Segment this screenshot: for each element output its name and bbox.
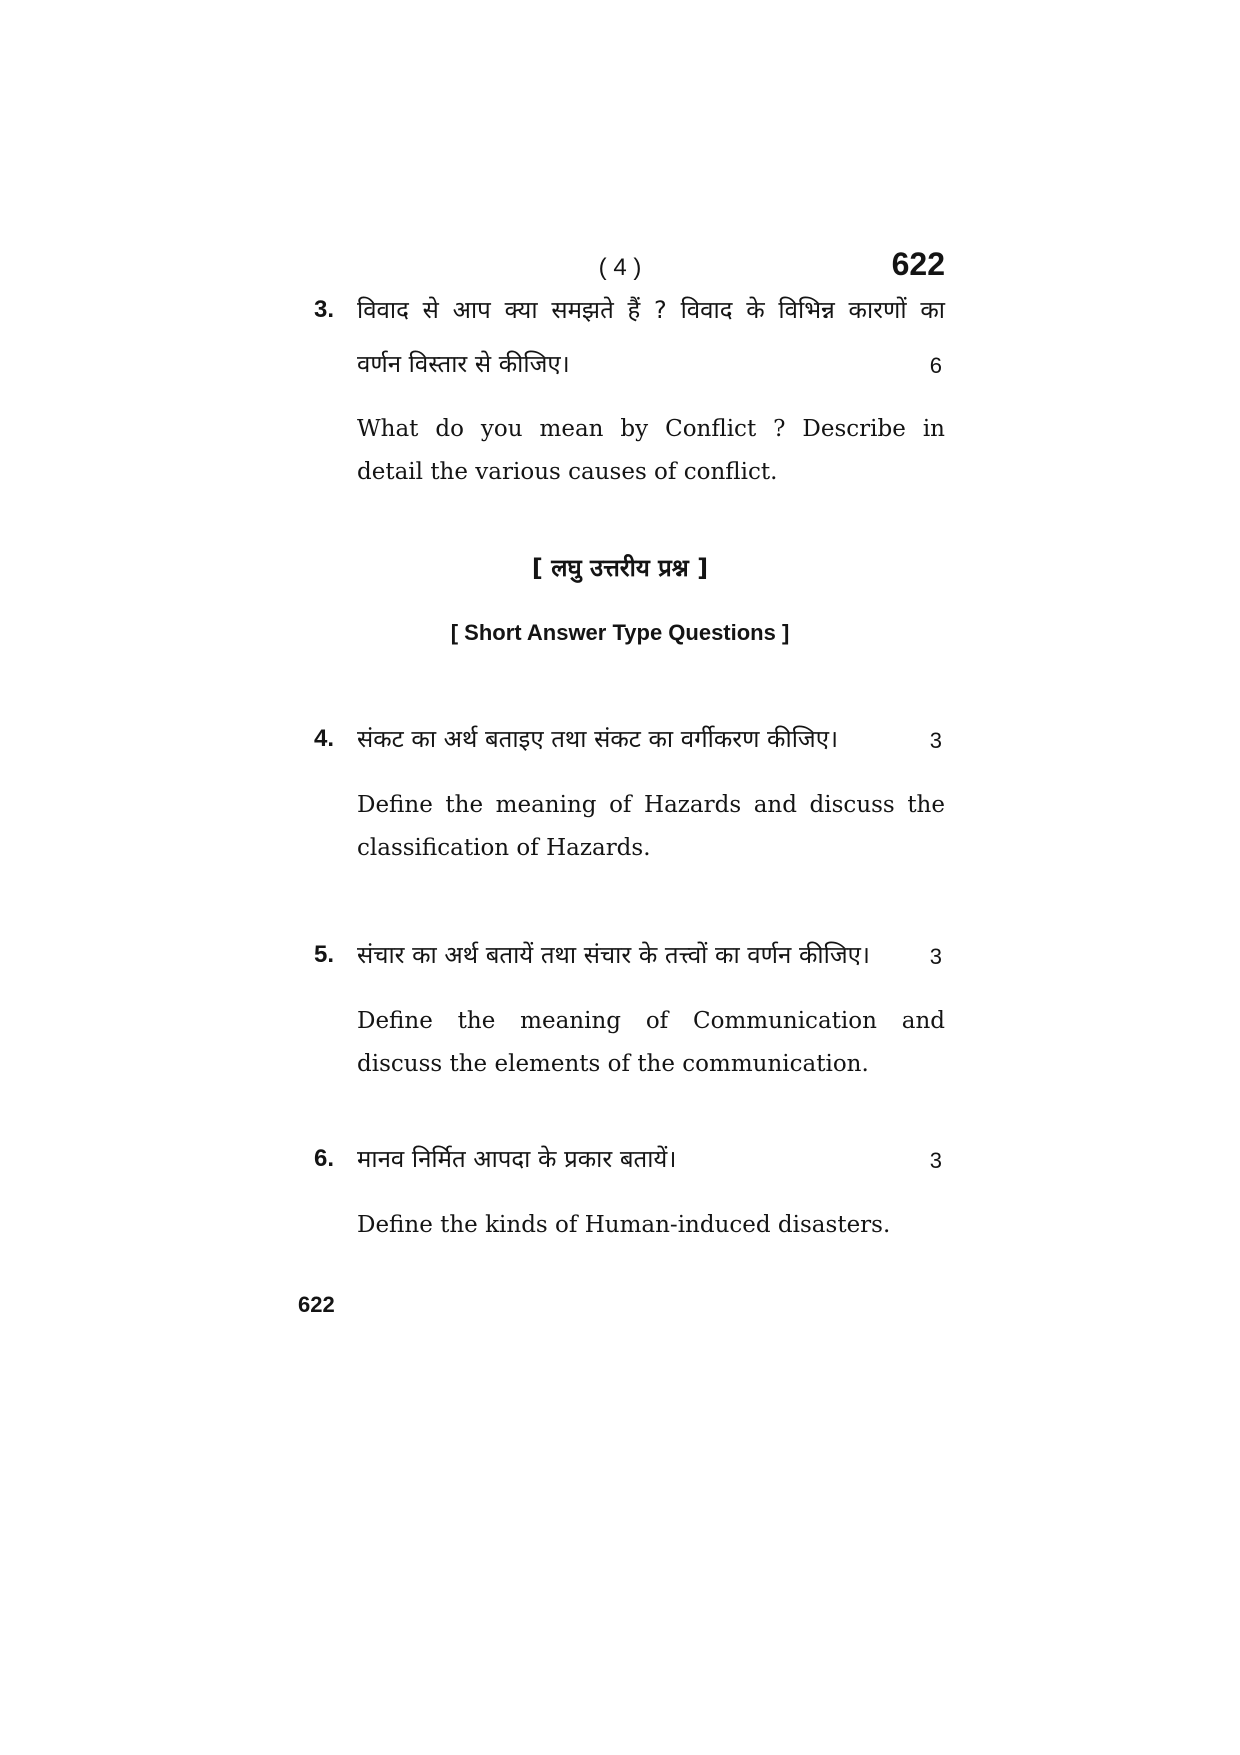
question-hindi-line: विवाद से आप क्या समझते हैं ? विवाद के विभिन्न कारणों का [357,296,945,324]
question-number: 4. [314,725,335,752]
question-hindi-line: मानव निर्मित आपदा के प्रकार बतायें। [357,1145,677,1173]
question-number: 5. [314,941,335,968]
question-english-line: Define the kinds of Human-induced disasters. [357,1212,891,1238]
question-english-line: What do you mean by Conflict ? Describe in [357,416,945,442]
question-hindi-line: संचार का अर्थ बतायें तथा संचार के तत्त्वों का वर्णन कीजिए। [357,941,870,969]
question-marks: 3 [929,944,942,969]
question-english-line: classification of Hazards. [357,835,651,861]
question-marks: 3 [929,728,942,753]
question-marks: 6 [929,353,942,378]
section-title-english: [ Short Answer Type Questions ] [450,620,790,645]
question-hindi-line: संकट का अर्थ बताइए तथा संकट का वर्गीकरण कीजिए। [357,725,839,753]
paper-code-footer: 622 [298,1292,335,1317]
question-english-line: Define the meaning of Communication and [357,1008,945,1034]
question-number: 3. [314,296,335,323]
question-hindi-line: वर्णन विस्तार से कीजिए। [357,350,570,378]
question-number: 6. [314,1145,335,1172]
page-number: ( 4 ) [598,254,642,281]
question-english-line: Define the meaning of Hazards and discuss the [357,792,945,818]
question-marks: 3 [929,1148,942,1173]
question-english-line: discuss the elements of the communication. [357,1051,869,1077]
section-title-hindi: [ लघु उत्तरीय प्रश्न ] [531,554,709,582]
paper-code-header: 622 [891,246,945,282]
question-english-line: detail the various causes of conflict. [357,459,778,485]
